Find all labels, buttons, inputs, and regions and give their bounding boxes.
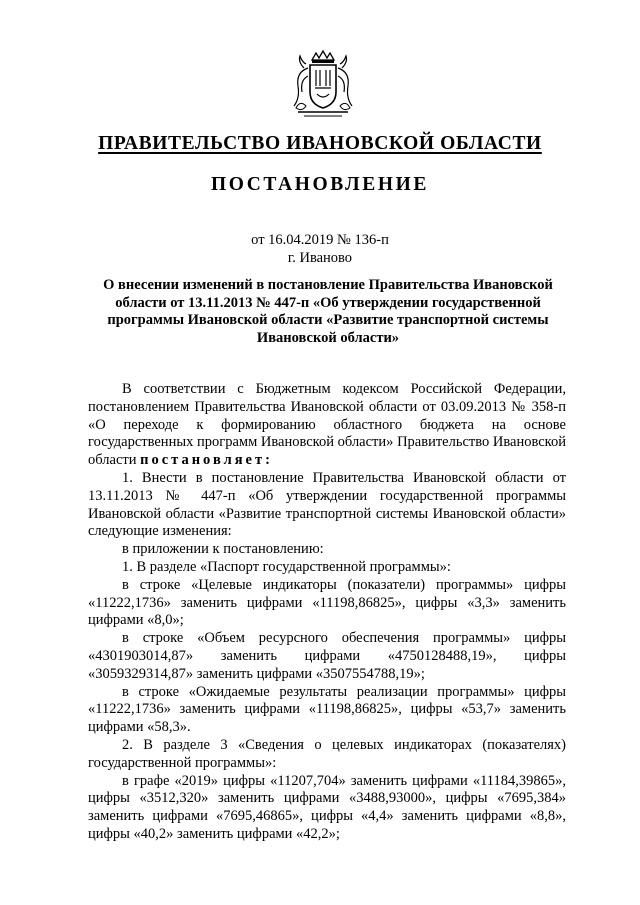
coat-of-arms-icon <box>290 50 356 120</box>
document-kind-title: ПОСТАНОВЛЕНИЕ <box>210 174 430 195</box>
body-paragraph: в строке «Объем ресурсного обеспечения программы» цифры «4301903014,87» заменить цифрами «4750128488,19», цифры «3059329314,87» заменить цифрами «3507554788,19»; <box>88 630 566 682</box>
resolves-keyword: постановляет: <box>140 452 273 469</box>
body-paragraph-intro <box>88 381 566 470</box>
body-paragraph: в приложении к постановлению: <box>122 541 324 558</box>
document-city: г. Иваново <box>287 250 353 266</box>
body-paragraph: в строке «Ожидаемые результаты реализации программы» цифры «11222,1736» заменить цифрами «11198,86825», цифры «53,7» заменить цифрами «58,3». <box>88 683 566 736</box>
body-paragraph: 1. В разделе «Паспорт государственной программы»: <box>122 558 451 575</box>
document-date-number: от 16.04.2019 № 136-п <box>251 232 389 248</box>
intro-text: В соответствии с Бюджетным кодексом Российской Федерации, постановлением Правительства Ивановской области от 03.09.2013 № 358-п «О переходе к формированию областного бюджета на основе государственных программ Ивановской области» Правительство Ивановской области <box>88 381 566 469</box>
body-paragraph: в графе «2019» цифры «11207,704» заменить цифрами «11184,39865», цифры «3512,320» заменить цифрами «3488,93000», цифры «7695,384» заменить цифрами «7695,46865», цифры «4,4» заменить цифрами «8,8», цифры «40,2» заменить цифрами «42,2»; <box>88 772 566 842</box>
body-paragraph: в строке «Целевые индикаторы (показатели) программы» цифры «11222,1736» заменить цифрами «11198,86825», цифры «3,3» заменить цифрами «8,0»; <box>88 576 566 629</box>
document-body <box>88 381 566 844</box>
document-subject: О внесении изменений в постановление Правительства Ивановской области от 13.11.2013 № 447-п «Об утверждении государственной программы Ивановской области «Развитие транспортной системы Ивановской области» <box>103 277 553 346</box>
body-paragraph: 2. В разделе 3 «Сведения о целевых индикаторах (показателях) государственной программы»: <box>88 736 566 771</box>
government-title: ПРАВИТЕЛЬСТВО ИВАНОВСКОЙ ОБЛАСТИ <box>98 133 542 154</box>
body-paragraph: 1. Внести в постановление Правительства Ивановской области от 13.11.2013 № 447-п «Об утверждении государственной программы Ивановской области «Развитие транспортной системы Ивановской области» следующие изменения: <box>88 469 566 540</box>
